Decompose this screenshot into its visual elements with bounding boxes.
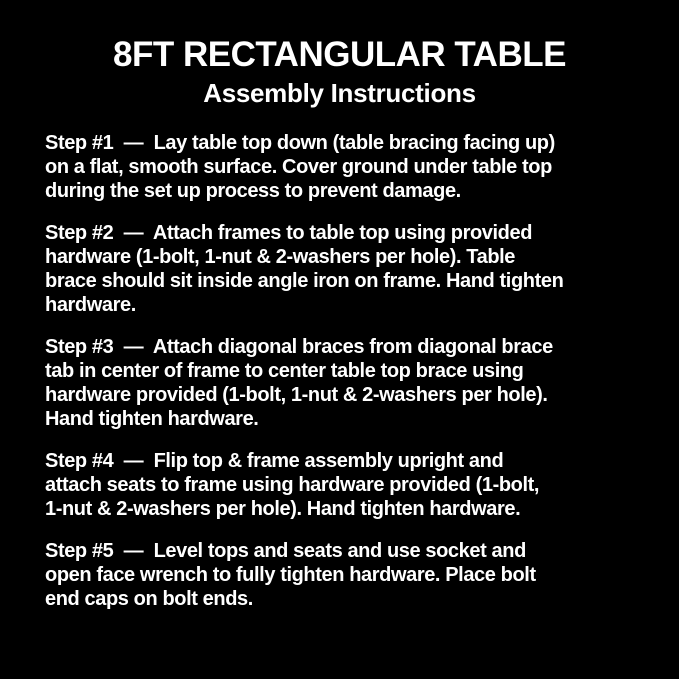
step-2-paragraph xyxy=(45,221,649,317)
step-5-paragraph xyxy=(45,539,649,611)
step-2-line-2: hardware (1-bolt, 1-nut & 2-washers per hole). Table xyxy=(45,246,516,268)
step-3-line-4: Hand tighten hardware. xyxy=(45,408,259,430)
step-3-line-2: tab in center of frame to center table top brace using xyxy=(45,360,524,382)
step-1-line-2: on a flat, smooth surface. Cover ground under table top xyxy=(45,156,552,178)
step-1-paragraph xyxy=(45,131,649,203)
step-3-line-3: hardware provided (1-bolt, 1-nut & 2-washers per hole). xyxy=(45,384,548,406)
step-5-line-1: Step #5 — Level tops and seats and use socket and xyxy=(45,540,526,562)
step-4-paragraph xyxy=(45,449,649,521)
step-3-line-1: Step #3 — Attach diagonal braces from diagonal brace xyxy=(45,336,553,358)
steps-list xyxy=(0,131,679,611)
step-4-line-3: 1-nut & 2-washers per hole). Hand tighten hardware. xyxy=(45,498,521,520)
step-4-line-1: Step #4 — Flip top & frame assembly upright and xyxy=(45,450,504,472)
step-4-line-2: attach seats to frame using hardware provided (1-bolt, xyxy=(45,474,540,496)
step-2-line-3: brace should sit inside angle iron on frame. Hand tighten xyxy=(45,270,564,292)
page-subtitle: Assembly Instructions xyxy=(203,78,476,108)
page-title: 8FT RECTANGULAR TABLE xyxy=(113,35,566,74)
step-5-line-3: end caps on bolt ends. xyxy=(45,588,253,610)
step-1-line-3: during the set up process to prevent damage. xyxy=(45,180,461,202)
step-2-line-1: Step #2 — Attach frames to table top using provided xyxy=(45,222,533,244)
step-1-line-1: Step #1 — Lay table top down (table bracing facing up) xyxy=(45,132,555,154)
step-2-line-4: hardware. xyxy=(45,294,136,316)
step-3-paragraph xyxy=(45,335,649,431)
step-5-line-2: open face wrench to fully tighten hardware. Place bolt xyxy=(45,564,536,586)
